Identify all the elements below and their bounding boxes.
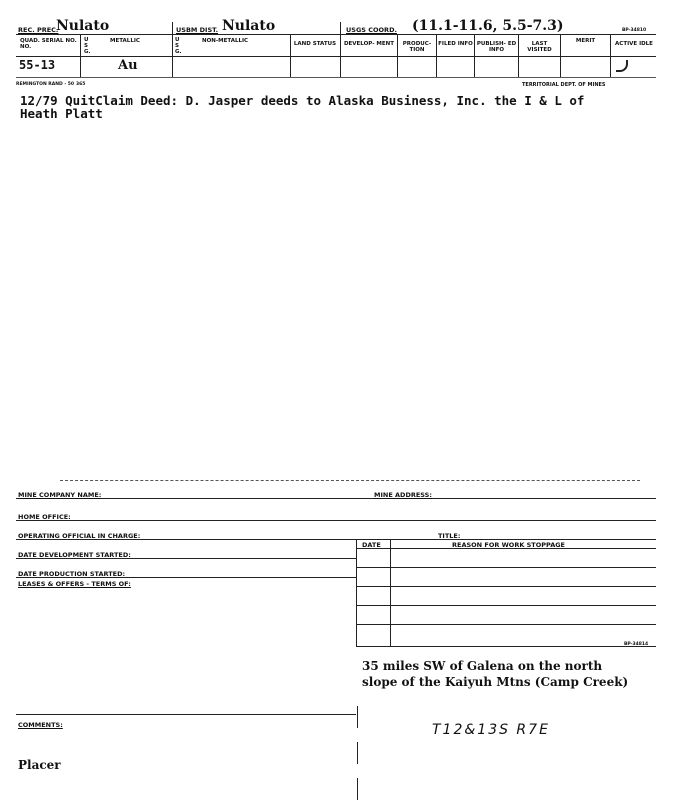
col-development: DEVELOP- MENT <box>343 41 395 47</box>
usgs-coord-value: (11.1-11.6, 5.5-7.3) <box>412 18 564 34</box>
date-development-started-label: DATE DEVELOPMENT STARTED: <box>18 551 131 559</box>
entry-line-2: Heath Platt <box>20 106 103 121</box>
date-col-label: DATE <box>362 541 381 549</box>
date-production-started-label: DATE PRODUCTION STARTED: <box>18 570 126 578</box>
entry-line-1: 12/79 QuitClaim Deed: D. Jasper deeds to Alaska Business, Inc. the I & L of <box>20 93 585 108</box>
usbm-dist-label: USBM DIST. <box>176 26 219 34</box>
reason-stoppage-label: REASON FOR WORK STOPPAGE <box>452 541 565 549</box>
col-published-info: PUBLISH- ED INFO <box>476 41 517 53</box>
col-metallic: METALLIC <box>110 38 140 44</box>
footer-left: REMINGTON RAND - 50 <box>16 82 75 87</box>
col-last-visited: LAST VISITED <box>527 41 552 53</box>
card-header <box>0 0 678 90</box>
operating-official-label: OPERATING OFFICIAL IN CHARGE: <box>18 532 141 540</box>
col-land-status: LAND STATUS <box>293 41 337 47</box>
footer-left-code: 365 <box>76 82 86 87</box>
col-merit: MERIT <box>575 38 596 44</box>
col-quad-serial: QUAD. SERIAL NO. NO. <box>20 38 77 50</box>
location-line-2: slope of the Kaiyuh Mtns (Camp Creek) <box>362 675 629 689</box>
footer-right: TERRITORIAL DEPT. OF MINES <box>522 82 606 88</box>
comment-value: Placer <box>18 758 61 772</box>
rec-prec-label: REC. PREC. <box>18 26 59 34</box>
record-metallic: Au <box>118 58 138 73</box>
location-line-1: 35 miles SW of Galena on the north <box>362 659 603 673</box>
township-note: T12&13S R7E <box>432 722 550 738</box>
col-active-idle: ACTIVE IDLE <box>615 41 653 47</box>
record-quad-no: 55-13 <box>19 58 56 72</box>
header-form-number: BP-34810 <box>622 28 647 33</box>
lower-form <box>0 470 678 804</box>
leases-offers-label: LEASES & OFFERS - TERMS OF: <box>18 580 131 588</box>
col-non-metallic: NON-METALLIC <box>202 38 249 44</box>
mine-address-label: MINE ADDRESS: <box>374 491 432 499</box>
col-filed-info: FILED INFO <box>438 41 473 47</box>
usgs-coord-label: USGS COORD. <box>346 26 397 34</box>
active-idle-mark <box>616 60 628 72</box>
location-note <box>362 658 628 690</box>
title-label: TITLE: <box>438 532 461 540</box>
comments-label: COMMENTS: <box>18 721 63 729</box>
col-usg-non-metallic: U S G. <box>175 37 182 55</box>
form-number: BP-34814 <box>624 642 649 647</box>
mine-company-name-label: MINE COMPANY NAME: <box>18 491 102 499</box>
col-production: PRODUC- TION <box>402 41 432 53</box>
col-usg-metallic: U S G. <box>84 37 91 55</box>
rec-prec-value: Nulato <box>56 18 110 34</box>
home-office-label: HOME OFFICE: <box>18 513 71 521</box>
usbm-dist-value: Nulato <box>222 18 276 34</box>
entry-text <box>20 94 584 120</box>
